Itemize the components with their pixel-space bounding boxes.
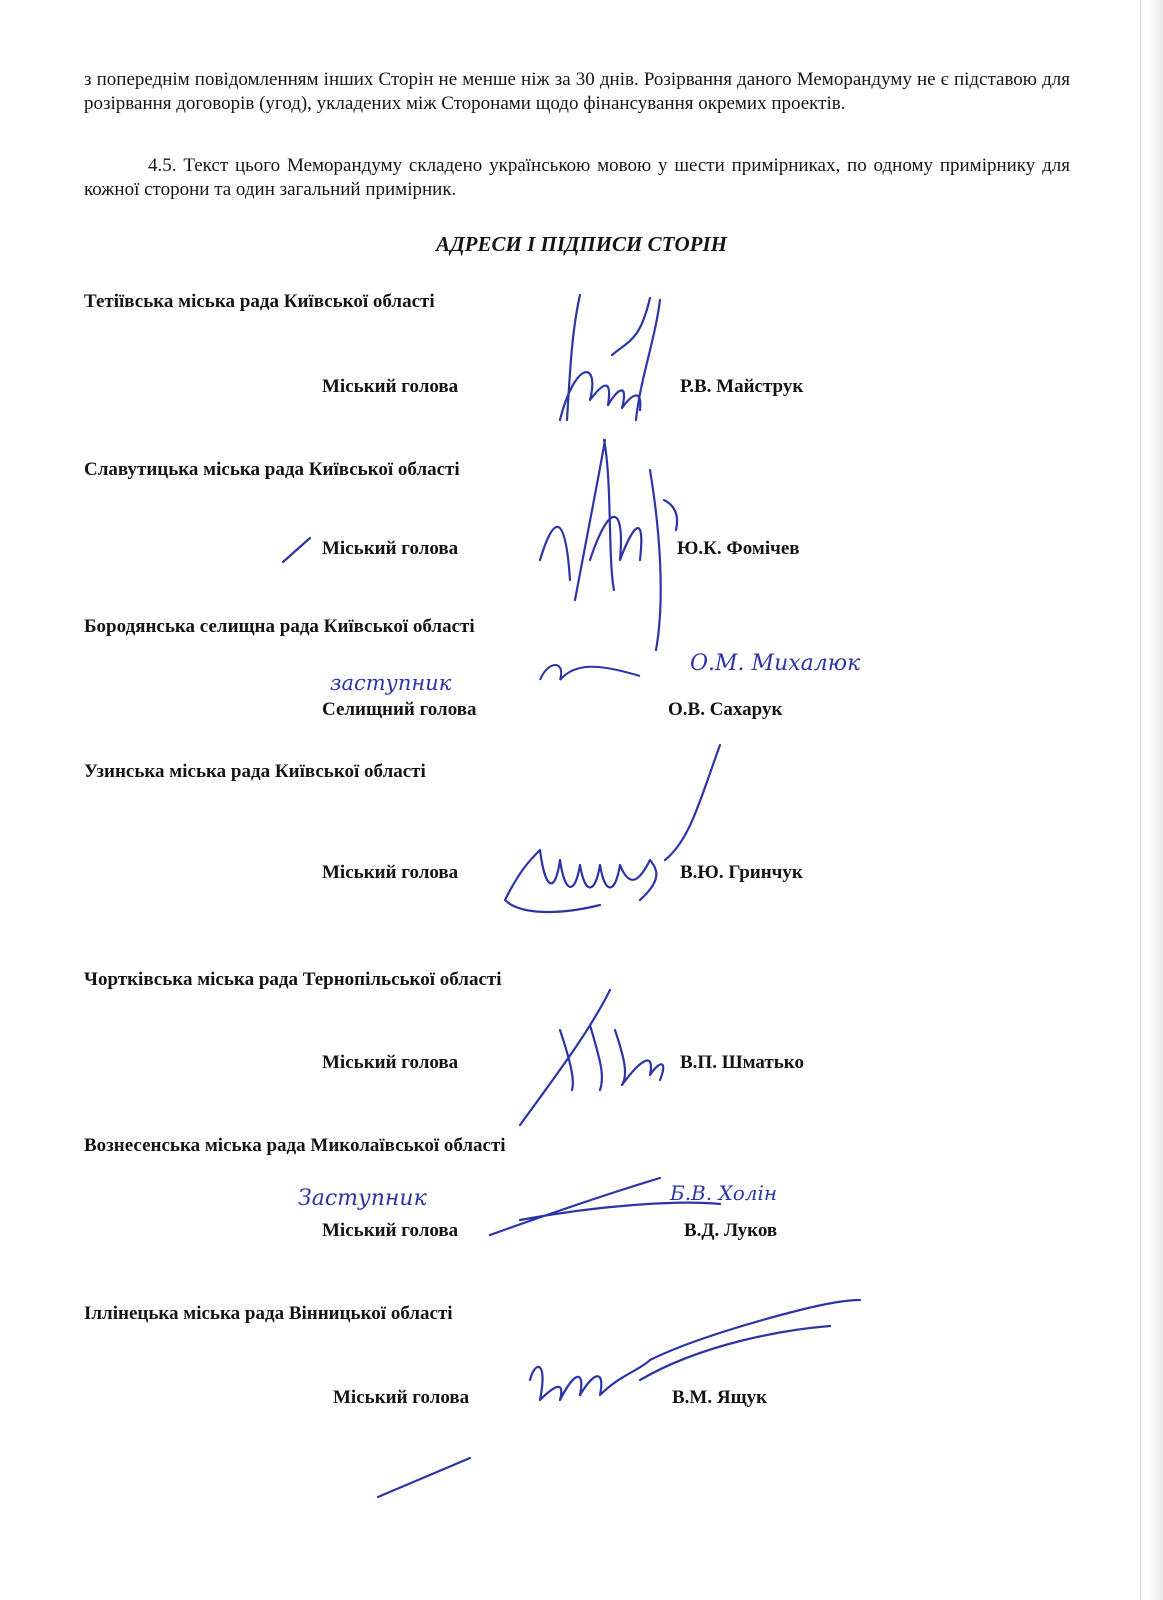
party-signer-uzyn: В.Ю. Гринчук xyxy=(680,862,803,883)
party-role-tetiiv: Міський голова xyxy=(322,376,459,397)
party-org-uzyn: Узинська міська рада Київської області xyxy=(84,761,426,782)
party-signer-borodianka: О.В. Сахарук xyxy=(668,699,783,720)
handwriting-borodianka-right: О.М. Михалюк xyxy=(690,651,861,676)
party-org-borodianka: Бородянська селищна рада Київської області xyxy=(84,616,475,637)
party-role-voznesensk: Міський голова xyxy=(322,1220,459,1241)
section-heading: АДРЕСИ І ПІДПИСИ СТОРІН xyxy=(436,232,727,256)
party-org-slavutych: Славутицька міська рада Київської області xyxy=(84,459,460,480)
party-role-chortkiv: Міський голова xyxy=(322,1052,459,1073)
party-role-slavutych: Міський голова xyxy=(322,538,459,559)
party-org-voznesensk: Вознесенська міська рада Миколаївської області xyxy=(84,1135,506,1156)
party-signer-illintsi: В.М. Ящук xyxy=(672,1387,768,1408)
handwriting-voznesensk-right: Б.В. Холін xyxy=(670,1181,778,1205)
handwriting-voznesensk-left: Заступник xyxy=(298,1186,427,1211)
paragraph-termination: з попереднім повідомленням інших Сторін не менше ніж за 30 днів. Розірвання даного Меморандуму не є підставою для розірвання договорів (угод), укладених між Сторонами щодо фінансування окремих проектів. xyxy=(84,69,1070,114)
paragraph-4-5-text: 4.5. Текст цього Меморандуму складено українською мовою у шести примірниках, по одному примірнику для кожної сторони та один загальний примірник. xyxy=(84,155,1070,200)
party-org-tetiiv: Тетіївська міська рада Київської області xyxy=(84,291,435,312)
party-signer-slavutych: Ю.К. Фомічев xyxy=(677,538,800,559)
party-signer-voznesensk: В.Д. Луков xyxy=(684,1220,778,1241)
handwriting-borodianka-left: заступник xyxy=(330,671,452,695)
party-org-chortkiv: Чортківська міська рада Тернопільської області xyxy=(84,969,502,990)
signature-uzyn xyxy=(505,745,720,912)
party-role-illintsi: Міський голова xyxy=(333,1387,470,1408)
signature-tetiiv xyxy=(560,295,660,420)
paragraph-4-5 xyxy=(84,154,1070,202)
tick-mark-slavutych xyxy=(283,538,310,562)
party-role-borodianka: Селищний голова xyxy=(322,699,477,720)
signature-borodianka-squiggle xyxy=(540,665,640,680)
party-signer-chortkiv: В.П. Шматько xyxy=(680,1052,804,1073)
signature-slavutych xyxy=(540,440,677,650)
party-role-uzyn: Міський голова xyxy=(322,862,459,883)
party-org-illintsi: Іллінецька міська рада Вінницької області xyxy=(84,1303,453,1324)
signature-chortkiv xyxy=(520,990,663,1125)
closing-stroke xyxy=(378,1458,470,1497)
party-signer-tetiiv: Р.В. Майструк xyxy=(680,376,804,397)
signature-illintsi xyxy=(530,1300,860,1400)
